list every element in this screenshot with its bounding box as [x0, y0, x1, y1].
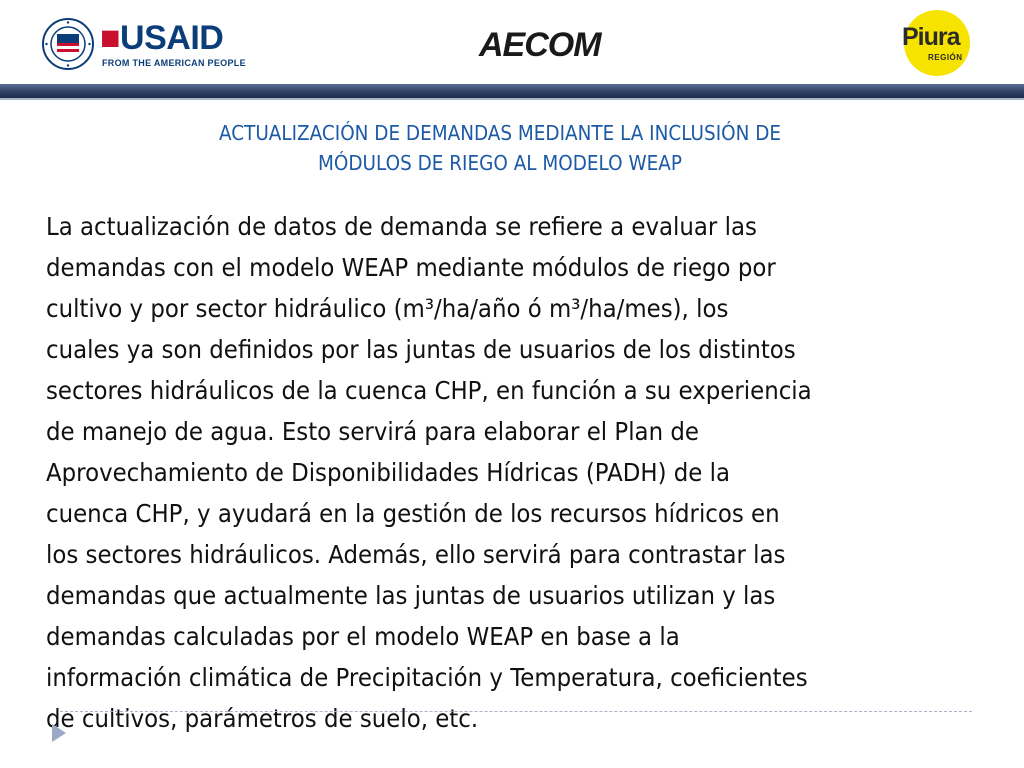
body-line: sectores hidráulicos de la cuenca CHP, en función a su experiencia	[46, 376, 812, 405]
footer-divider	[60, 711, 972, 712]
body-line: La actualización de datos de demanda se refiere a evaluar las	[46, 212, 757, 241]
body-line: demandas calculadas por el modelo WEAP en base a la	[46, 622, 680, 651]
body-line: de manejo de agua. Esto servirá para elaborar el Plan de	[46, 417, 699, 446]
usaid-wordmark: ■USAID	[100, 19, 224, 57]
title-line: ACTUALIZACIÓN DE DEMANDAS MEDIANTE LA INCLUSIÓN DE	[218, 121, 782, 145]
title-line: MÓDULOS DE RIEGO AL MODELO WEAP	[318, 151, 682, 175]
triangle-arrow-icon	[52, 724, 66, 742]
body-line: cultivo y por sector hidráulico (m³/ha/año ó m³/ha/mes), los	[46, 294, 729, 323]
header-divider	[0, 98, 1024, 100]
body-line: los sectores hidráulicos. Además, ello servirá para contrastar las	[46, 540, 786, 569]
header-band	[0, 84, 1024, 98]
usaid-seal-icon	[42, 18, 94, 70]
slide-body	[46, 206, 961, 739]
body-line: cuenca CHP, y ayudará en la gestión de los recursos hídricos en	[46, 499, 780, 528]
piura-region-label: REGIÓN	[928, 53, 963, 62]
slide-title	[95, 118, 905, 178]
body-line: de cultivos, parámetros de suelo, etc.	[46, 704, 479, 733]
body-line: demandas con el modelo WEAP mediante módulos de riego por	[46, 253, 776, 282]
piura-logo	[898, 10, 982, 74]
body-line: cuales ya son definidos por las juntas de usuarios de los distintos	[46, 335, 796, 364]
aecom-logo: AECOM	[479, 26, 601, 64]
body-line: información climática de Precipitación y Temperatura, coeficientes	[46, 663, 808, 692]
body-line: Aprovechamiento de Disponibilidades Hídricas (PADH) de la	[46, 458, 731, 487]
usaid-tagline: FROM THE AMERICAN PEOPLE	[102, 58, 246, 68]
piura-wordmark: Piura	[902, 23, 960, 51]
body-line: demandas que actualmente las juntas de usuarios utilizan y las	[46, 581, 776, 610]
logo-header	[0, 0, 1024, 84]
usaid-logo	[42, 18, 246, 74]
